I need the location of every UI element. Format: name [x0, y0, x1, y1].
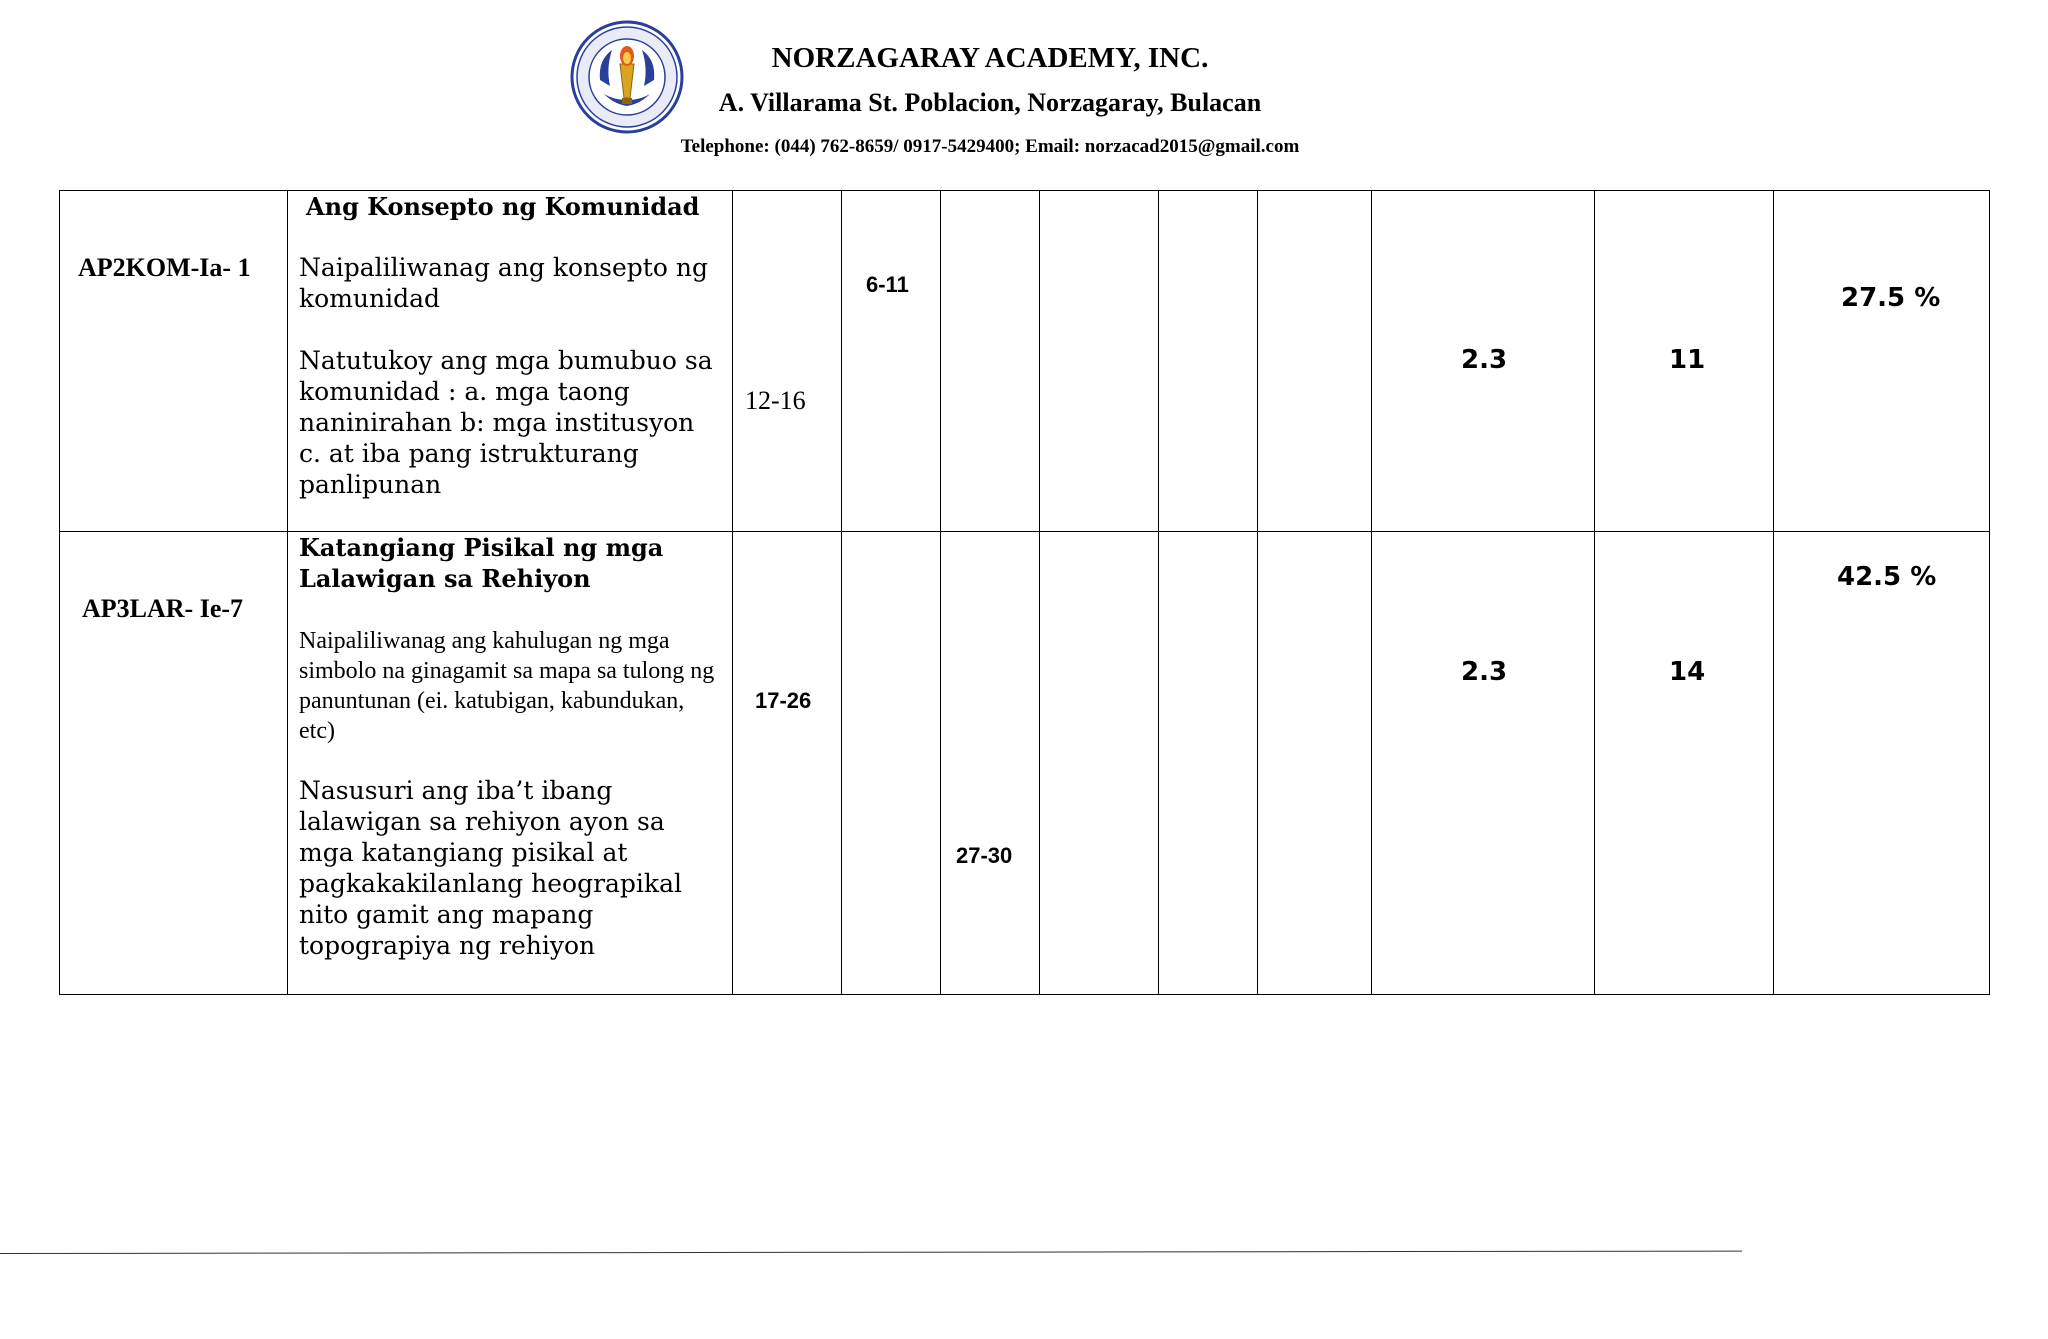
value-text: 14: [1669, 657, 1706, 687]
competency-cell: [288, 191, 733, 532]
percentage-text: 27.5 %: [1841, 283, 1941, 313]
competency-code: AP3LAR- Ie-7: [82, 594, 244, 623]
empty-cell: [1159, 191, 1258, 532]
letterhead: [0, 0, 2048, 156]
topic-title: Ang Konsepto ng Komunidad: [306, 192, 700, 221]
competency-code-cell: [60, 532, 288, 995]
empty-cell: [1040, 191, 1159, 532]
competency-text: Nasusuri ang iba’t ibang lalawigan sa rehiyon ayon sa mga katangiang pisikal at pagkakakilanlang heograpikal nito gamit ang mapang topograpiya ng rehiyon: [299, 776, 682, 960]
empty-cell: [1258, 532, 1372, 995]
item-placement-cell: [941, 191, 1040, 532]
competency-code-cell: [60, 191, 288, 532]
percentage-text: 42.5 %: [1837, 562, 1937, 592]
item-placement-cell: [842, 191, 941, 532]
competency-cell: [288, 532, 733, 995]
school-contact: Telephone: (044) 762-8659/ 0917-5429400; Email: norzacad2015@gmail.com: [680, 136, 1300, 156]
item-placement-cell: [733, 532, 842, 995]
value-text: 2.3: [1461, 345, 1508, 375]
item-range: 6-11: [866, 272, 909, 297]
table-row: [60, 191, 1990, 532]
competency-text: Naipaliliwanag ang kahulugan ng mga simbolo na ginagamit sa mapa sa tulong ng panuntunan (ei. katubigan, kabundukan, etc): [299, 628, 715, 744]
percentage-cell: [1774, 532, 1990, 995]
item-range: 27-30: [956, 843, 1013, 868]
value-text: 11: [1669, 345, 1706, 375]
item-placement-cell: [941, 532, 1040, 995]
item-placement-cell: [842, 532, 941, 995]
value-cell: [1372, 532, 1595, 995]
value-cell: [1595, 191, 1774, 532]
empty-cell: [1159, 532, 1258, 995]
competency-text: Naipaliliwanag ang konsepto ng komunidad: [299, 253, 708, 313]
value-cell: [1595, 532, 1774, 995]
footer-divider: [0, 1251, 1742, 1254]
item-placement-cell: [733, 191, 842, 532]
school-address: A. Villarama St. Poblacion, Norzagaray, Bulacan: [718, 88, 1262, 117]
item-range: 12-16: [745, 386, 806, 415]
competency-text: Natutukoy ang mga bumubuo sa komunidad : a. mga taong naninirahan b: mga institusyon c. at iba pang istrukturang panlipunan: [299, 346, 713, 499]
school-seal-icon: [570, 20, 684, 134]
empty-cell: [1040, 532, 1159, 995]
value-cell: [1372, 191, 1595, 532]
table-of-specifications: [59, 190, 1990, 995]
item-range: 17-26: [755, 688, 812, 713]
competency-code: AP2KOM-Ia- 1: [78, 253, 251, 282]
topic-title: Katangiang Pisikal ng mga Lalawigan sa Rehiyon: [299, 533, 664, 593]
table-row: [60, 532, 1990, 995]
empty-cell: [1258, 191, 1372, 532]
percentage-cell: [1774, 191, 1990, 532]
value-text: 2.3: [1461, 657, 1508, 687]
school-name: NORZAGARAY ACADEMY, INC.: [771, 42, 1209, 74]
